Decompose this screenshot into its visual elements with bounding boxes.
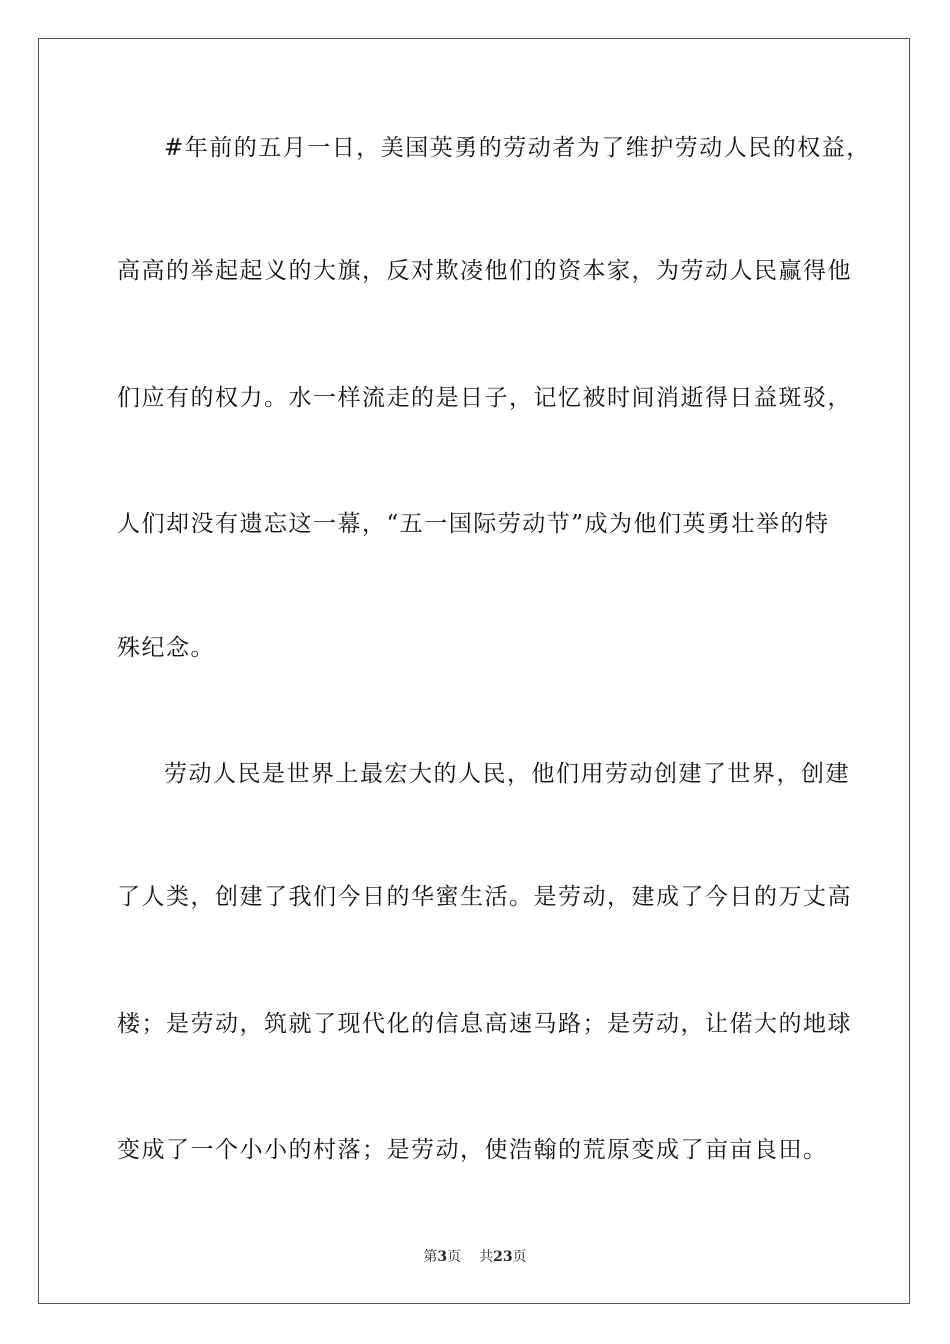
paragraph-1-line-5: 殊纪念。	[117, 635, 215, 661]
paragraph-2-line-3: 楼；是劳动，筑就了现代化的信息高速马路；是劳动，让偌大的地球	[117, 1011, 852, 1037]
paragraph-1-line-4: 人们却没有遗忘这一幕，“五一国际劳动节”成为他们英勇壮举的特	[117, 511, 830, 537]
page-number: 3	[437, 1249, 448, 1265]
paragraph-2-line-4: 变成了一个小小的村落；是劳动，使浩翰的荒原变成了亩亩良田。	[117, 1137, 828, 1163]
total-prefix: 共	[479, 1249, 494, 1265]
page-border	[38, 38, 910, 1304]
total-pages: 23	[493, 1249, 513, 1265]
page-prefix: 第	[423, 1249, 438, 1265]
page-footer	[0, 1248, 950, 1266]
page-suffix: 页	[447, 1249, 462, 1265]
paragraph-1-line-1: #年前的五月一日，美国英勇的劳动者为了维护劳动人民的权益，	[164, 135, 871, 161]
paragraph-2-line-1: 劳动人民是世界上最宏大的人民，他们用劳动创建了世界，创建	[164, 761, 850, 787]
paragraph-1-line-3: 们应有的权力。水一样流走的是日子，记忆被时间消逝得日益斑驳，	[117, 385, 852, 411]
paragraph-2-line-2: 了人类，创建了我们今日的华蜜生活。是劳动，建成了今日的万丈高	[117, 884, 852, 910]
paragraph-1-line-2: 高高的举起起义的大旗，反对欺凌他们的资本家，为劳动人民赢得他	[117, 258, 852, 284]
total-suffix: 页	[512, 1249, 527, 1265]
